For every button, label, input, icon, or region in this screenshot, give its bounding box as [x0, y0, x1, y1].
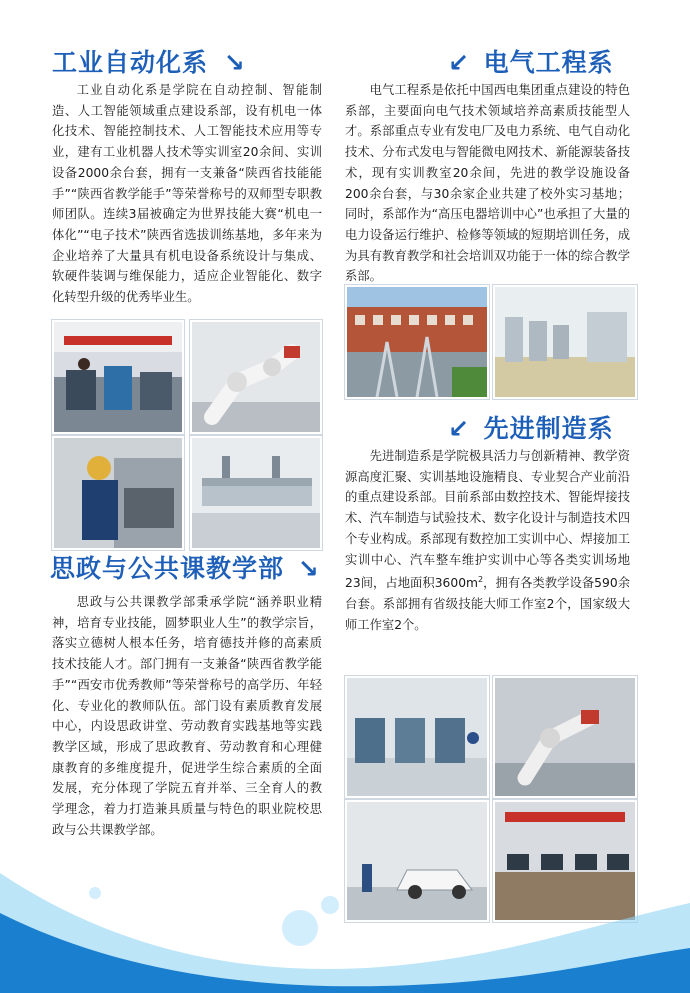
manufacturing-body-main: 先进制造系是学院极具活力与创新精神、教学资源高度汇聚、实训基地设施精良、专业契合产业前沿的重点建设系部。目前系部由数控技术、智能焊接技术、汽车制造与试验技术、数字化设计与制造技术四个专业构成。系部现有数控加工实训中心、焊接加工实训中心、汽车整车维护实训中心等各类实训场地23间，占地面积3600m: [345, 449, 630, 591]
electrical-photo-training-room: [493, 285, 637, 399]
automation-title-text: 工业自动化系: [52, 48, 209, 77]
arrow-down-right-icon: ↘: [223, 48, 246, 77]
electrical-photo-substation: [345, 285, 489, 399]
arrow-down-right-icon: ↘: [297, 554, 320, 583]
arrow-down-left-icon: ↙: [448, 414, 470, 443]
politics-title-text: 思政与公共课教学部: [50, 554, 285, 583]
electrical-body: 电气工程系是依托中国西电集团重点建设的特色系部，主要面向电气技术领域培养高素质技能型人才。系部重点专业有发电厂及电力系统、电气自动化技术、分布式发电与智能微电网技术、新能源装备技术，现有实训教室20余间，先进的教学设施设备200余台套，与30余家企业共建了校外实习基地；同时，系部作为“高压电器培训中心”也承担了大量的电力设备运行维护、检修等领域的短期培训任务，成为具有教育教学和社会培训双功能于一体的综合教学系部。: [345, 83, 630, 284]
electrical-title-text: 电气工程系: [483, 48, 614, 77]
electrical-title: [448, 48, 614, 78]
automation-photo-production-line: [190, 436, 322, 550]
politics-title: [50, 554, 320, 584]
manufacturing-title: [448, 414, 614, 444]
manufacturing-photo-cnc-lab: [345, 676, 489, 798]
automation-photo-robot-arm: [190, 320, 322, 434]
manufacturing-body: [345, 446, 630, 635]
politics-body: 思政与公共课教学部秉承学院“涵养职业精神，培育专业技能，圆梦职业人生”的教学宗旨，落实立德树人根本任务，培育德技并修的高素质技术技能人才。部门拥有一支兼备“陕西省教学能手”“西安市优秀教师”等荣誉称号的高学历、年轻化、专业化的教师队伍。部门设有素质教育发展中心，内设思政讲堂、劳动教育实践基地等实践教学区域，形成了思政教育、劳动教育和心理健康教育的多维度提升，促进学生综合素质的全面发展，充分体现了学院五育并举、三全育人的教学理念，着力打造兼具质量与特色的职业院校思政与公共课教学部。: [52, 595, 322, 837]
automation-photo-student: [52, 436, 184, 550]
automation-title: [52, 48, 246, 78]
manufacturing-photo-welding-robot: [493, 676, 637, 798]
automation-body: 工业自动化系是学院在自动控制、智能制造、人工智能领域重点建设系部，设有机电一体化技术、智能控制技术、人工智能技术应用等专业，建有工业机器人技术等实训室20余间、实训设备2000余台套，拥有一支兼备“陕西省技能能手”“陕西省教学能手”等荣誉称号的双师型专职教师团队。连续3届被确定为世界技能大赛“机电一体化”“电子技术”陕西省选拔训练基地，多年来为企业培养了大量具有机电设备系统设计与集成、软硬件装调与维保能力，适应企业智能化、数字化转型升级的优秀毕业生。: [52, 83, 322, 305]
automation-photo-lab: [52, 320, 184, 434]
manufacturing-body-tail: ，拥有各类教学设备590余台套。系部拥有省级技能大师工作室2个，国家级大师工作室2个。: [345, 576, 630, 632]
area-unit-superscript: 2: [478, 575, 484, 585]
arrow-down-left-icon: ↙: [448, 48, 470, 77]
manufacturing-title-text: 先进制造系: [483, 414, 614, 443]
decorative-wave: [0, 833, 690, 993]
